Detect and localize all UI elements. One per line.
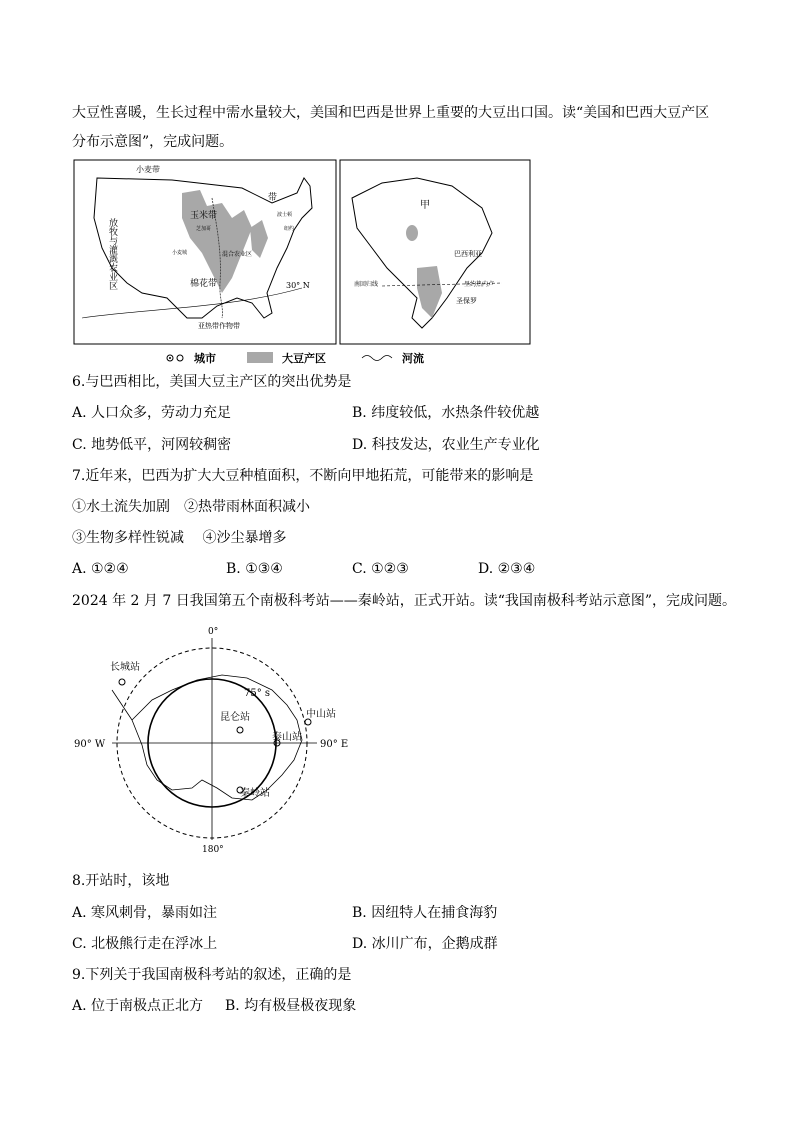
q9-option-a: A. 位于南极点正北方	[72, 998, 204, 1014]
label-rio: 里约热内卢	[464, 281, 495, 288]
label-mixed: 混合农业区	[222, 251, 253, 258]
label-grazing: 放牧与灌溉农业区	[107, 218, 117, 290]
antarctica-stations-figure	[72, 620, 372, 860]
label-30n: 30° N	[286, 281, 310, 290]
label-boston: 波士顿	[277, 212, 293, 218]
q9-stem: 9.下列关于我国南极科考站的叙述，正确的是	[72, 967, 352, 983]
q7-option-c: C. ①②③	[352, 561, 409, 577]
city-icon-2	[177, 355, 183, 361]
q7-items-2: ③生物多样性锐减 ④沙尘暴增多	[72, 530, 287, 546]
intro-2: 2024 年 2 月 7 日我国第五个南极科考站——秦岭站，正式开站。读“我国南极科考站示意图”，完成问题。	[72, 593, 737, 609]
changcheng-station-icon	[119, 679, 125, 685]
brazil-map-panel	[340, 160, 530, 344]
q8-option-a: A. 寒风刺骨，暴雨如注	[72, 905, 218, 921]
label-qinling: 秦岭站	[240, 788, 270, 799]
label-jia: 甲	[420, 200, 430, 211]
label-subtropical: 亚热带作物带	[198, 322, 240, 330]
q8-option-d: D. 冰川广布，企鹅成群	[352, 936, 498, 952]
soy-swatch-icon	[247, 352, 273, 363]
q6-option-c: C. 地势低平，河网较稠密	[72, 437, 232, 453]
label-changcheng: 长城站	[110, 662, 140, 673]
q6-stem: 6.与巴西相比，美国大豆主产区的突出优势是	[72, 374, 352, 390]
label-tropic: 南回归线	[354, 281, 379, 288]
q8-option-c: C. 北极熊行走在浮冰上	[72, 936, 218, 952]
label-dairy-belt: 带	[268, 193, 278, 203]
q7-option-d: D. ②③④	[478, 561, 536, 577]
soybean-map-figure	[72, 158, 532, 370]
label-taishan: 泰山站	[272, 732, 302, 743]
q6-option-b: B. 纬度较低，水热条件较优越	[352, 405, 540, 421]
label-saopaulo: 圣保罗	[456, 297, 477, 305]
intro-line-1: 大豆性喜暖，生长过程中需水量较大，美国和巴西是世界上重要的大豆出口国。读“美国和巴西大豆产区	[72, 105, 710, 121]
label-corn-belt: 玉米带	[190, 211, 218, 221]
label-wheat-city: 小麦城	[172, 250, 188, 256]
soy-area-brazil-1	[406, 225, 418, 241]
label-cotton: 棉花带	[190, 279, 218, 289]
q6-option-a: A. 人口众多，劳动力充足	[72, 405, 232, 421]
q8-option-b: B. 因纽特人在捕食海豹	[352, 905, 498, 921]
label-newyork: 纽约	[284, 226, 295, 232]
label-90e: 90° E	[320, 739, 349, 750]
q6-option-d: D. 科技发达，农业生产专业化	[352, 437, 540, 453]
label-wheat-belt: 小麦带	[136, 165, 160, 174]
q9-option-b: B. 均有极昼极夜现象	[225, 998, 357, 1014]
river-icon	[362, 356, 392, 361]
legend-city: 城市	[194, 352, 216, 365]
q8-stem: 8.开站时，该地	[72, 873, 170, 889]
legend-soy: 大豆产区	[282, 352, 326, 365]
label-75s: 75° s	[244, 688, 271, 699]
label-0: 0°	[208, 627, 219, 637]
label-zhongshan: 中山站	[306, 709, 336, 720]
intro-line-2: 分布示意图”，完成问题。	[72, 134, 234, 150]
label-90w: 90° W	[74, 739, 106, 750]
label-180: 180°	[202, 845, 224, 855]
q7-items-1: ①水土流失加剧 ②热带雨林面积减小	[72, 499, 310, 515]
q7-stem: 7.近年来，巴西为扩大大豆种植面积，不断向甲地拓荒，可能带来的影响是	[72, 468, 534, 484]
label-brasilia: 巴西利亚	[454, 250, 482, 258]
q7-option-b: B. ①③④	[226, 561, 283, 577]
label-kunlun: 昆仑站	[220, 712, 250, 723]
label-chicago: 芝加哥	[196, 226, 212, 232]
legend-river: 河流	[402, 352, 424, 365]
q7-option-a: A. ①②④	[72, 561, 129, 577]
kunlun-station-icon	[237, 727, 243, 733]
peninsula	[112, 690, 132, 720]
